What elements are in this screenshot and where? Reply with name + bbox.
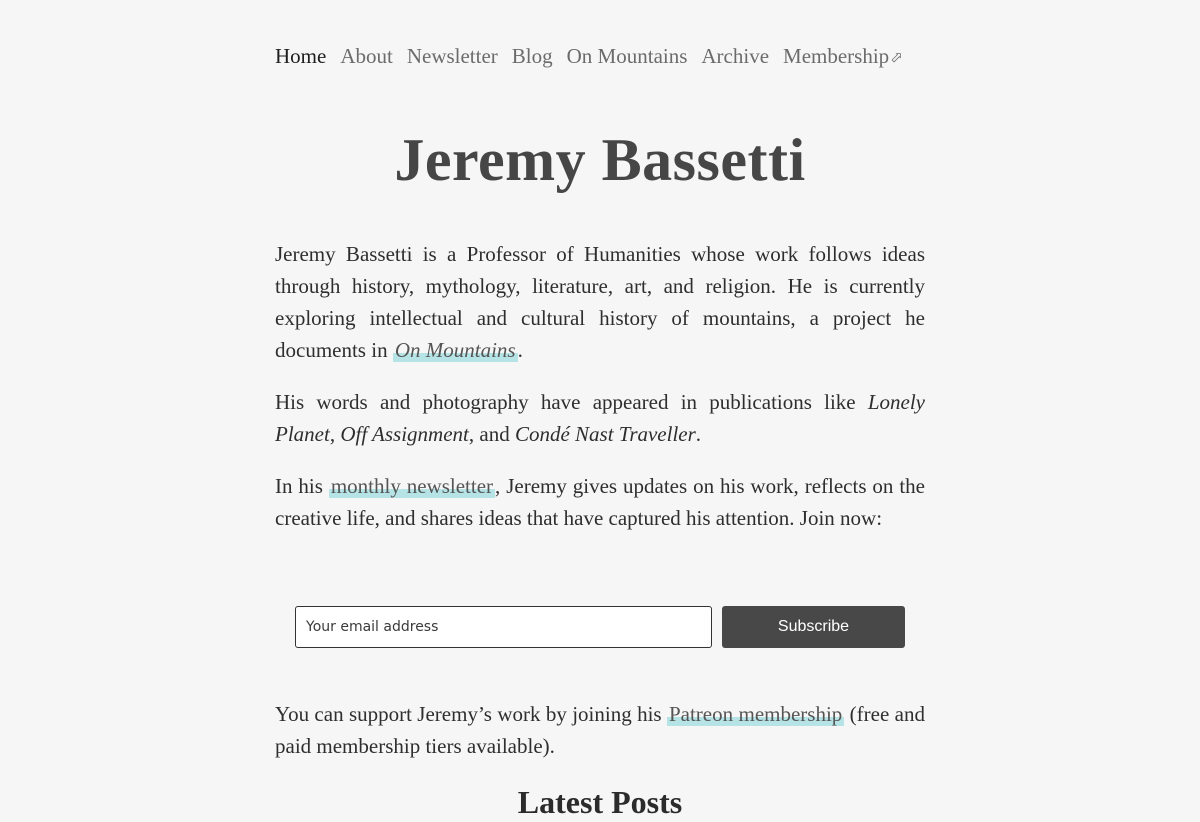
- intro-content: [275, 238, 925, 554]
- nav-home[interactable]: Home: [275, 44, 327, 68]
- intro-paragraph-3: [275, 470, 925, 534]
- intro-p1-text: Jeremy Bassetti is a Professor of Humanities whose work follows ideas through history, mythology, literature, art, and religion. He is currently exploring intellectual and cultural history of mountains, a project he documents in: [275, 242, 925, 362]
- nav-about[interactable]: About: [340, 44, 393, 68]
- intro-paragraph-2: [275, 386, 925, 450]
- intro-p1-end: .: [517, 338, 523, 362]
- intro-paragraph-1: [275, 238, 925, 366]
- site-title: Jeremy Bassetti: [394, 127, 806, 193]
- nav-membership[interactable]: [783, 41, 903, 72]
- nav-newsletter[interactable]: Newsletter: [406, 44, 498, 68]
- email-input[interactable]: [295, 606, 712, 648]
- external-link-icon: ⬀: [890, 48, 903, 66]
- support-paragraph: [275, 698, 925, 762]
- publication-lonely-planet: Lonely Planet: [275, 390, 925, 446]
- nav-archive[interactable]: Archive: [701, 44, 770, 68]
- intro-p2-sep2: , and: [468, 422, 515, 446]
- patreon-membership-link[interactable]: Patreon membership: [668, 702, 843, 726]
- intro-p3-start: In his: [275, 474, 329, 498]
- on-mountains-link-text: On Mountains: [394, 338, 516, 362]
- on-mountains-link[interactable]: [393, 338, 518, 362]
- monthly-newsletter-link[interactable]: monthly newsletter: [330, 474, 494, 498]
- nav-on-mountains[interactable]: On Mountains: [566, 44, 688, 68]
- subscribe-form: [295, 606, 905, 648]
- publication-conde-nast: Condé Nast Traveller: [514, 422, 696, 446]
- subscribe-button[interactable]: Subscribe: [722, 606, 905, 648]
- nav-blog[interactable]: Blog: [511, 44, 553, 68]
- publication-off-assignment: Off Assignment: [340, 422, 469, 446]
- intro-p2-end: .: [695, 422, 702, 446]
- intro-p2-text: His words and photography have appeared in publications like: [275, 390, 868, 414]
- main-nav: [275, 41, 935, 72]
- support-text-start: You can support Jeremy’s work by joining his: [275, 702, 667, 726]
- support-text-end: (free and paid membership tiers available).: [275, 702, 925, 758]
- nav-membership-label: Membership: [783, 44, 890, 68]
- latest-posts-heading: Latest Posts: [517, 784, 683, 820]
- intro-p2-sep1: ,: [329, 422, 341, 446]
- intro-p3-text: , Jeremy gives updates on his work, reflects on the creative life, and shares ideas that have captured his attention. Join now:: [275, 474, 925, 530]
